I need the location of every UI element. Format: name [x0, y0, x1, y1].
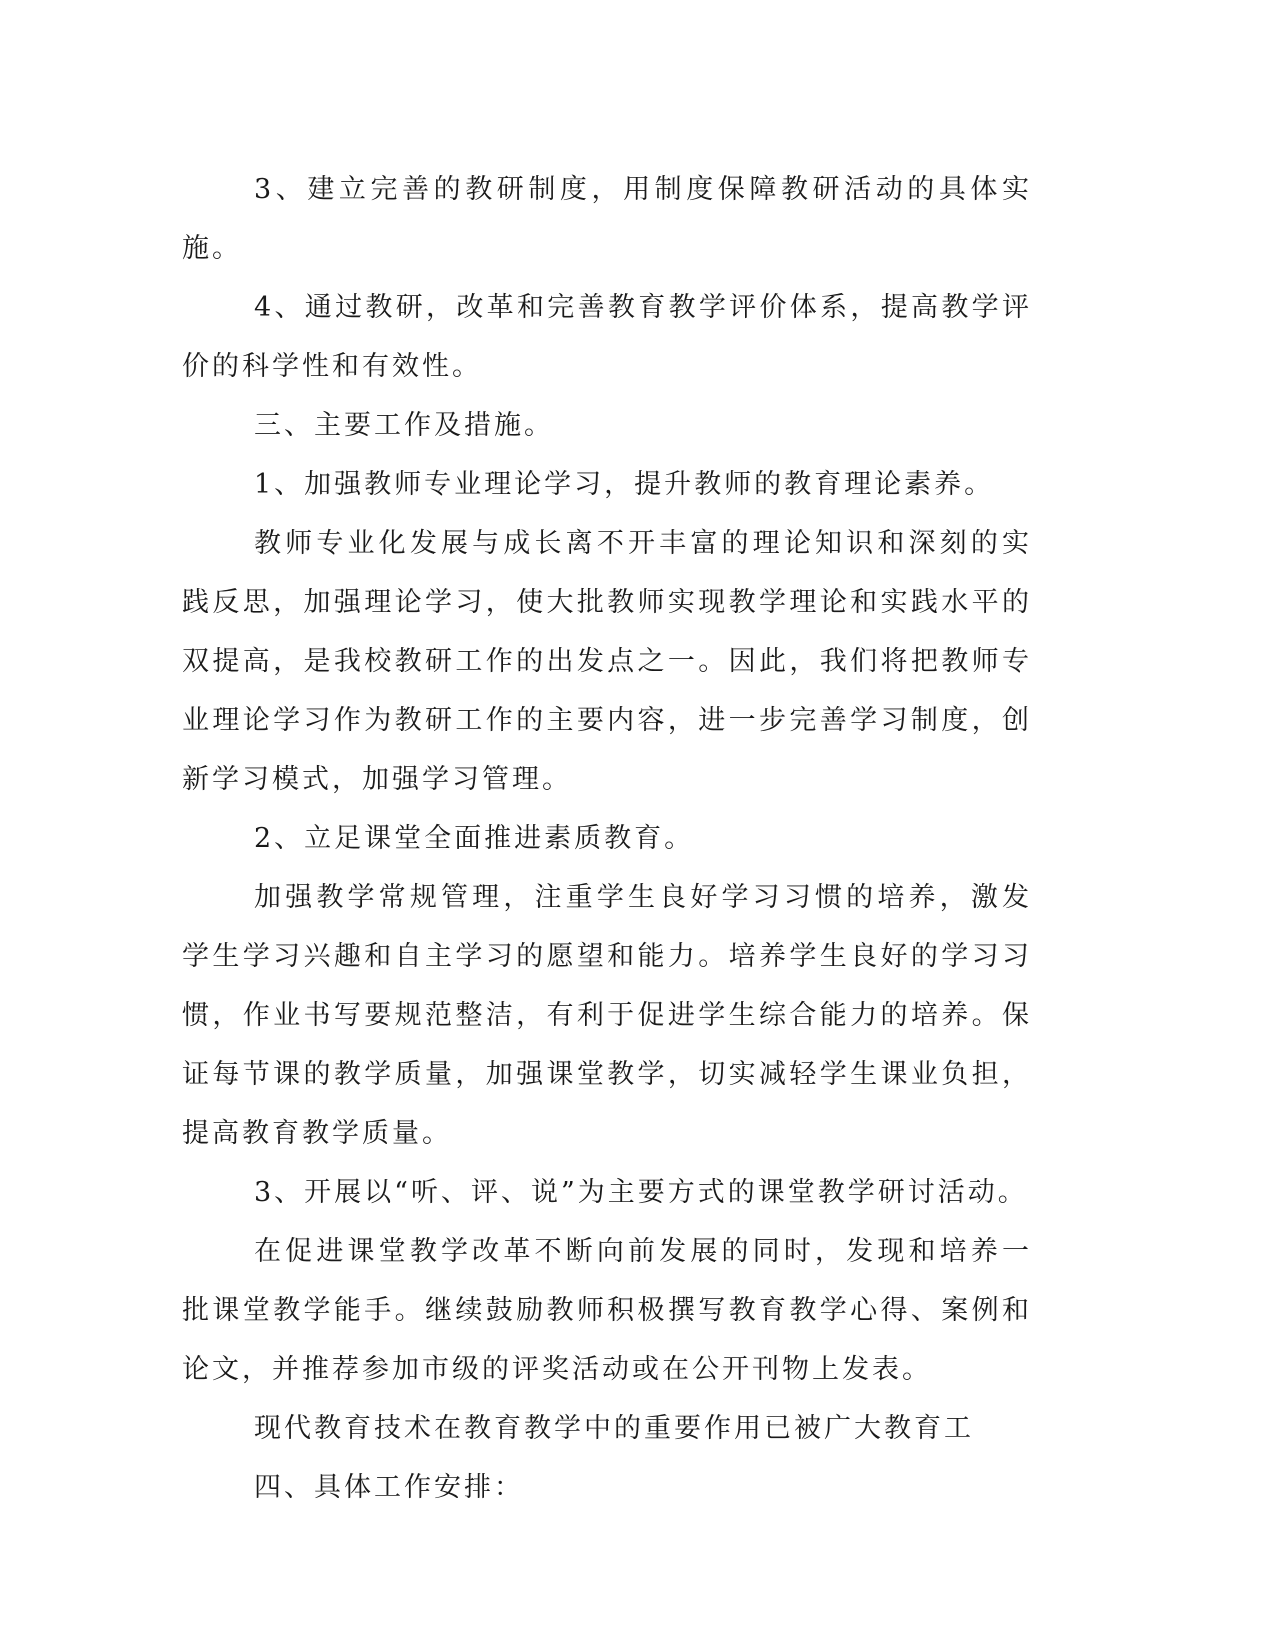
document-body [182, 160, 1032, 1517]
paragraph: 3、开展以“听、评、说”为主要方式的课堂教学研讨活动。 [254, 1177, 1028, 1208]
paragraph: 现代教育技术在教育教学中的重要作用已被广大教育工 [254, 1413, 974, 1444]
paragraph: 在促进课堂教学改革不断向前发展的同时，发现和培养一批课堂教学能手。继续鼓励教师积极撰写教育教学心得、案例和论文，并推荐参加市级的评奖活动或在公开刊物上发表。 [182, 1236, 1032, 1385]
paragraph: 4、通过教研，改革和完善教育教学评价体系，提高教学评价的科学性和有效性。 [182, 292, 1032, 382]
paragraph: 1、加强教师专业理论学习，提升教师的教育理论素养。 [254, 469, 995, 500]
paragraph: 2、立足课堂全面推进素质教育。 [254, 823, 695, 854]
section-heading: 四、具体工作安排： [254, 1472, 524, 1503]
paragraph: 加强教学常规管理，注重学生良好学习习惯的培养，激发学生学习兴趣和自主学习的愿望和能力。培养学生良好的学习习惯，作业书写要规范整洁，有利于促进学生综合能力的培养。保证每节课的教学质量，加强课堂教学，切实减轻学生课业负担，提高教育教学质量。 [182, 882, 1032, 1149]
section-heading: 三、主要工作及措施。 [254, 410, 554, 441]
paragraph: 3、建立完善的教研制度，用制度保障教研活动的具体实施。 [182, 174, 1032, 264]
paragraph: 教师专业化发展与成长离不开丰富的理论知识和深刻的实践反思，加强理论学习，使大批教师实现教学理论和实践水平的双提高，是我校教研工作的出发点之一。因此，我们将把教师专业理论学习作为教研工作的主要内容，进一步完善学习制度，创新学习模式，加强学习管理。 [182, 528, 1032, 795]
